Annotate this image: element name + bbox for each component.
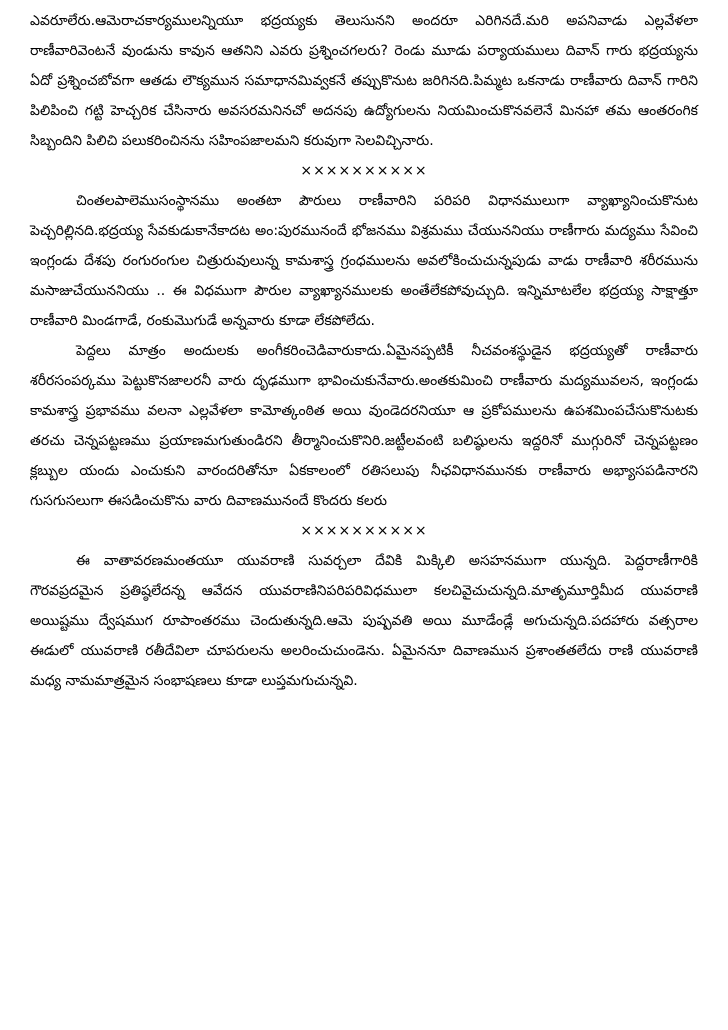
paragraph-2: చింతలపాలెముసంస్థానము అంతటా పౌరులు రాణీవారిని పరిపరి విధానములుగా వ్యాఖ్యానించుకొనుట పెచ్చరిల్లినది.భద్రయ్య సేవకుడుకానేకాదట అం:పురమునందే భోజనము విశ్రమము చేయుననియు రాణీగారు మద్యము సేవించి ఇంగ్లండు దేశపు రంగురంగుల చిత్రురువులున్న కామశాస్త్ర గ్రంధములను అవలోకించుచున్నపుడు వాడు రాణీవారి శరీరమును మసాజుచేయుననియు .. ఈ విధముగా పౌరుల వ్యాఖ్యానములకు అంతేలేకపోవుచ్చుది. ఇన్నిమాటలేల భద్రయ్య సాక్షాత్తూ రాణీవారి మిండగాడే, రంకుమొగుడే అన్నవారు కూడా లేకపోలేదు.: [30, 193, 698, 329]
section-separator-1: ××××××××××: [300, 163, 428, 179]
paragraph-4: ఈ వాతావరణమంతయూ యువరాణి సువర్చలా దేవికి మిక్కిలి అసహనముగా యున్నది. పెద్దరాణీగారికి గౌరవప్రదమైన ప్రతిష్ఠలేదన్న ఆవేదన యువరాణినిపరిపరివిధములా కలచివైచుచున్నది.మాతృమూర్తిమీద యువరాణి అయిష్టము ద్వేషముగ రూపాంతరము చెందుతున్నది.ఆమె పుష్పవతి అయి మూడేండ్లే అగుచున్నది.పదహారు వత్సరాల ఈడులో యువరాణి రతీదేవిలా చూపరులను అలరించుచుండెను. ఏమైననూ దివాణమున ప్రశాంతతలేదు రాణి యువరాణి మధ్య నామమాత్రమైన సంభాషణలు కూడా లుప్తమగుచున్నవి.: [30, 553, 698, 689]
paragraph-3: పెద్దలు మాత్రం అందులకు అంగీకరించెడివారుకాదు.ఏమైనప్పటికీ నీచవంశస్థుడైన భద్రయ్యతో రాణీవారు శరీరసంపర్కము పెట్టుకొనజాలరనీ వారు దృఢముగా భావించుకునేవారు.అంతకుమించి రాణీవారు మద్యమువలన, ఇంగ్లండు కామశాస్త్ర ప్రభావము వలనా ఎల్లవేళలా కామోత్కంఠిత అయి వుండెదరనియూ ఆ ప్రకోపములను ఉపశమింపచేసుకొనుటకు తరచు చెన్నపట్టణము ప్రయాణమగుతుండిరని తీర్మానించుకొనిరి.జట్టీలవంటి బలిష్ఠులను ఇద్దరినో ముగ్గురినో చెన్నపట్టణం క్లబ్బుల యందు ఎంచుకుని వారందరితోనూ ఏకకాలంలో రతిసలుపు నీఛవిధానమునకు రాణీవారు అభ్యాసపడినారని గుసగుసలుగా ఈసడించుకొను వారు దివాణమునందే కొందరు కలరు: [30, 343, 698, 509]
paragraph-1: ఎవరూలేరు.ఆమెరాచకార్యములన్నియూ భద్రయ్యకు తెలుసునని అందరూ ఎరిగినదే.మరి అపనివాడు ఎల్లవేళలా రాణీవారివెంటనే వుండును కావున ఆతనిని ఎవరు ప్రశ్నించగలరు? రెండు మూడు పర్యాయములు దివాన్ గారు భద్రయ్యను ఏదో ప్రశ్నించబోవగా ఆతడు లౌక్యమున సమాధానమివ్వకనే తప్పుకొనుట జరిగినది.పిమ్మట ఒకనాడు రాణీవారు దివాన్ గారిని పిలిపించి గట్టి హెచ్చరిక చేసినారు అవసరమనినచో అదనపు ఉద్యోగులను నియమించుకొనవలెనే మినహా తమ ఆంతరంగిక సిబ్బందిని పిలిచి పలుకరించినను సహింపజాలమని కరువుగా సెలవిచ్చినారు.: [30, 13, 698, 149]
section-separator-2: ××××××××××: [300, 523, 428, 539]
